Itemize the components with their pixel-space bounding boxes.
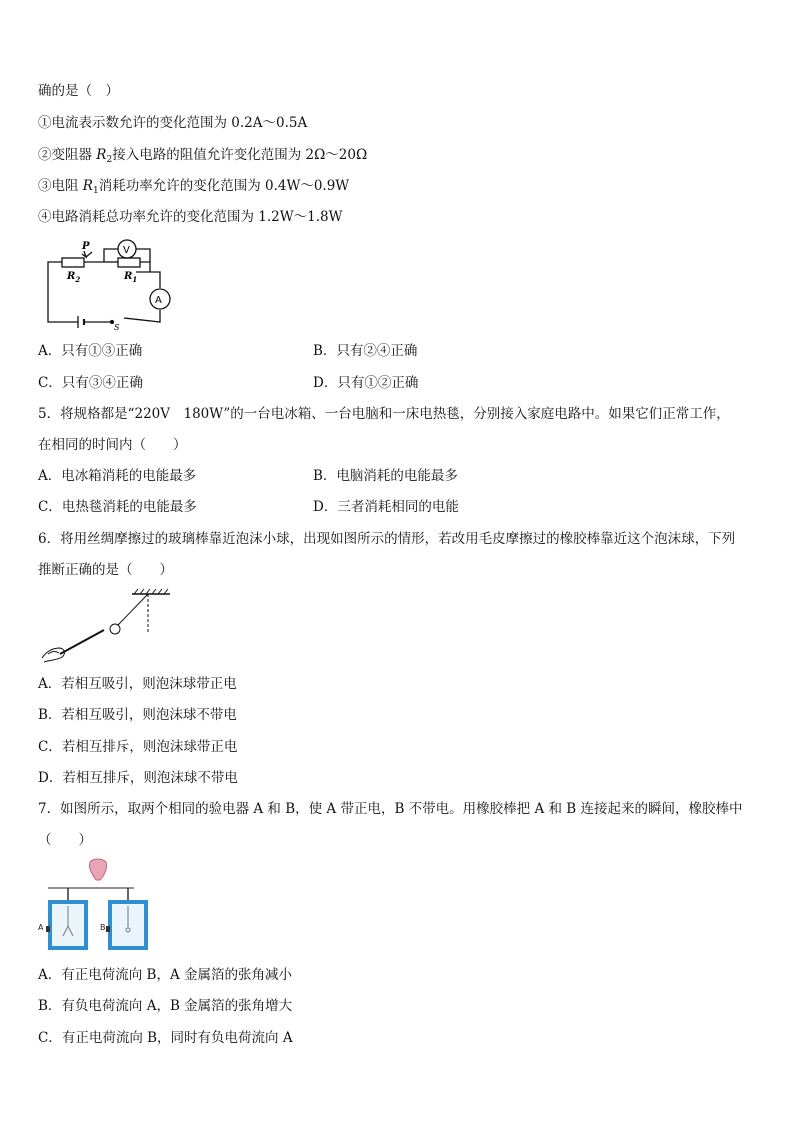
q7-option-b: B．有负电荷流向 A，B 金属箔的张角增大 — [38, 998, 293, 1014]
q4-option-b: B．只有②④正确 — [313, 343, 418, 359]
q4-statement-3 — [38, 177, 349, 200]
electroscope-a — [46, 888, 86, 948]
q4-s2-prefix: ②变阻器 — [38, 147, 97, 163]
glass-rod-foam-ball-figure — [38, 588, 174, 664]
q4-option-a: A．只有①③正确 — [38, 343, 143, 359]
voltmeter-label: V — [123, 245, 130, 256]
electroscope-a-label: A — [38, 923, 44, 932]
q5-option-c: C．电热毯消耗的电能最多 — [38, 499, 197, 515]
q4-option-c: C．只有③④正确 — [38, 375, 143, 391]
q5-stem-line-2: 在相同的时间内（ ） — [38, 437, 187, 453]
q7-option-c: C．有正电荷流向 B，同时有负电荷流向 A — [38, 1030, 293, 1046]
ammeter-label: A — [155, 295, 162, 306]
hand-icon — [89, 859, 106, 880]
q7-stem-line-2: （ ） — [38, 832, 92, 848]
q4-s3-variable: R — [82, 178, 93, 194]
circuit-diagram — [38, 238, 178, 330]
q4-statement-2 — [38, 146, 367, 169]
q6-option-a: A．若相互吸引，则泡沫球带正电 — [38, 676, 237, 692]
switch-label: S — [114, 323, 120, 330]
q5-option-d: D．三者消耗相同的电能 — [313, 499, 459, 515]
r2-label: $R_2$ — [67, 271, 81, 284]
q4-stem-end: 确的是（ ） — [38, 83, 119, 99]
q4-s3-prefix: ③电阻 — [38, 178, 83, 194]
slider-p-label: P — [82, 241, 90, 252]
q5-option-b: B．电脑消耗的电能最多 — [313, 468, 458, 484]
q5-stem-line-1: 5．将规格都是“220V 180W”的一台电冰箱、一台电脑和一床电热毯，分别接入家庭电路中。如果它们正常工作， — [38, 406, 730, 422]
electroscope-b-label: B — [100, 923, 106, 932]
q7-option-a: A．有正电荷流向 B，A 金属箔的张角减小 — [38, 967, 293, 983]
q6-stem-line-1: 6．将用丝绸摩擦过的玻璃棒靠近泡沫小球，出现如图所示的情形，若改用毛皮摩擦过的橡胶棒靠近这个泡沫球，下列 — [38, 531, 736, 547]
q7-stem-line-1: 7．如图所示，取两个相同的验电器 A 和 B，使 A 带正电，B 不带电。用橡胶棒把 A 和 B 连接起来的瞬间，橡胶棒中 — [38, 801, 743, 817]
q4-s2-subscript: 2 — [106, 155, 113, 165]
q4-s2-variable: R — [96, 147, 107, 163]
q4-option-d: D．只有①②正确 — [313, 375, 419, 391]
q6-option-c: C．若相互排斥，则泡沫球带正电 — [38, 739, 238, 755]
electroscopes-figure — [38, 856, 156, 954]
q4-statement-1: ①电流表示数允许的变化范围为 0.2A～0.5A — [38, 115, 308, 131]
q4-s3-subscript: 1 — [92, 186, 99, 196]
r1-label: $R_1$ — [124, 271, 138, 284]
q5-option-a: A．电冰箱消耗的电能最多 — [38, 468, 197, 484]
q6-option-b: B．若相互吸引，则泡沫球不带电 — [38, 707, 237, 723]
q4-statement-4: ④电路消耗总功率允许的变化范围为 1.2W～1.8W — [38, 209, 343, 225]
q6-option-d: D．若相互排斥，则泡沫球不带电 — [38, 770, 238, 786]
q4-s3-suffix: 消耗功率允许的变化范围为 0.4W～0.9W — [98, 178, 350, 194]
q6-stem-line-2: 推断正确的是（ ） — [38, 562, 173, 578]
q4-s2-suffix: 接入电路的阻值允许变化范围为 2Ω～20Ω — [112, 147, 368, 163]
electroscope-b — [106, 888, 146, 948]
